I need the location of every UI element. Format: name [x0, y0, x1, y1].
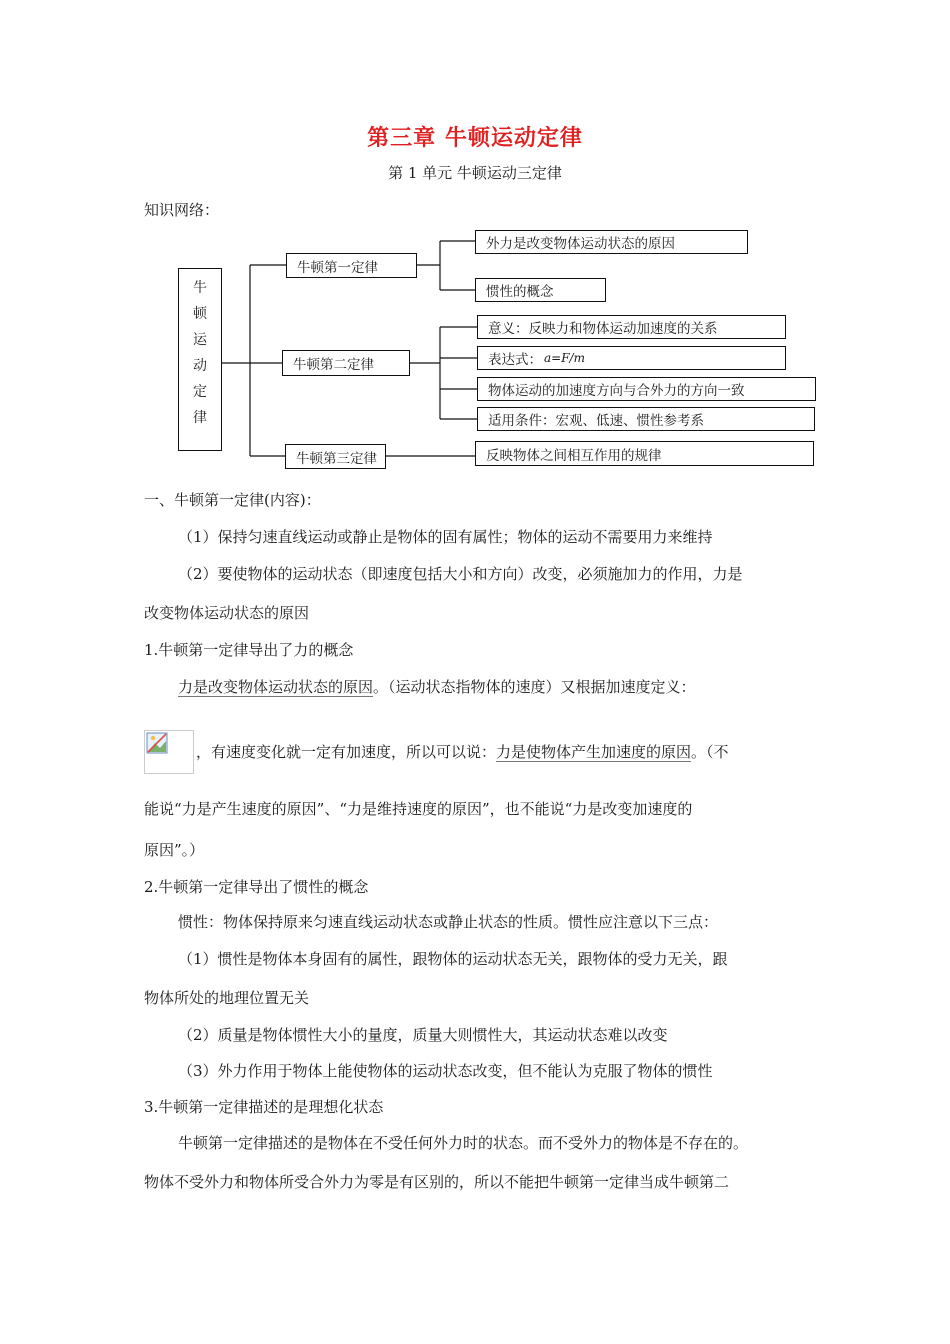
subheading: 2.牛顿第一定律导出了惯性的概念 [144, 878, 369, 896]
paragraph: 物体不受外力和物体所受合外力为零是有区别的，所以不能把牛顿第一定律当成牛顿第二 [144, 1173, 730, 1191]
paragraph: 改变物体运动状态的原因 [144, 604, 310, 622]
root-char: 运 [193, 332, 207, 348]
paragraph: 惯性：物体保持原来匀速直线运动状态或静止状态的性质。惯性应注意以下三点： [178, 913, 719, 931]
section-heading: 一、牛顿第一定律(内容)： [144, 491, 321, 509]
paragraph [178, 676, 696, 697]
unit-subtitle: 第 1 单元 牛顿运动三定律 [388, 164, 562, 182]
root-char: 顿 [193, 306, 207, 322]
paragraph: （1）保持匀速直线运动或静止是物体的固有属性；物体的运动不需要用力来维持 [178, 528, 713, 546]
network-label: 知识网络： [144, 201, 220, 219]
node-second-law-item: 物体运动的加速度方向与合外力的方向一致 [477, 377, 816, 401]
paragraph: 能说“力是产生速度的原因”、“力是维持速度的原因”，也不能说“力是改变加速度的 [144, 800, 693, 818]
node-second-law-item: 适用条件：宏观、低速、惯性参考系 [477, 407, 815, 431]
paragraph: （3）外力作用于物体上能使物体的运动状态改变，但不能认为克服了物体的惯性 [178, 1062, 713, 1080]
underlined-text: 力是改变物体运动状态的原因 [178, 678, 374, 696]
node-third-law-item: 反映物体之间相互作用的规律 [475, 441, 814, 466]
node-first-law: 牛顿第一定律 [286, 253, 417, 278]
broken-image-icon [146, 732, 168, 754]
subheading: 1.牛顿第一定律导出了力的概念 [144, 641, 354, 659]
node-second-law-formula-box [477, 346, 786, 370]
paragraph: 原因”。） [144, 841, 205, 859]
node-first-law-item: 外力是改变物体运动状态的原因 [475, 230, 748, 254]
paragraph: （1）惯性是物体本身固有的属性，跟物体的运动状态无关，跟物体的受力无关，跟 [178, 950, 728, 968]
paragraph: 物体所处的地理位置无关 [144, 989, 310, 1007]
underlined-text: 力是使物体产生加速度的原因 [496, 743, 692, 761]
paragraph [196, 741, 729, 762]
formula-image-placeholder [144, 730, 194, 774]
chapter-title: 第三章 牛顿运动定律 [367, 126, 583, 151]
subheading: 3.牛顿第一定律描述的是理想化状态 [144, 1098, 384, 1116]
root-char: 定 [193, 384, 207, 400]
paragraph: 牛顿第一定律描述的是物体在不受任何外力时的状态。而不受外力的物体是不存在的。 [178, 1134, 749, 1152]
node-first-law-item: 惯性的概念 [475, 278, 606, 302]
paragraph-text: 。（不 [691, 743, 729, 761]
paragraph: （2）质量是物体惯性大小的量度，质量大则惯性大，其运动状态难以改变 [178, 1026, 668, 1044]
root-char: 牛 [193, 280, 207, 296]
root-char: 动 [193, 358, 207, 374]
formula-label: 表达式： [488, 352, 542, 368]
node-third-law: 牛顿第三定律 [285, 444, 386, 469]
paragraph-text: 。（运动状态指物体的速度）又根据加速度定义： [373, 678, 696, 696]
root-char: 律 [193, 410, 207, 426]
node-second-law-item: 意义：反映力和物体运动加速度的关系 [477, 315, 786, 339]
root-node-newton-laws [178, 268, 222, 451]
formula-value: a=F/m [544, 351, 585, 365]
paragraph: （2）要使物体的运动状态（即速度包括大小和方向）改变，必须施加力的作用，力是 [178, 565, 743, 583]
paragraph-text: ，有速度变化就一定有加速度，所以可以说： [196, 743, 497, 761]
node-second-law: 牛顿第二定律 [282, 350, 410, 376]
